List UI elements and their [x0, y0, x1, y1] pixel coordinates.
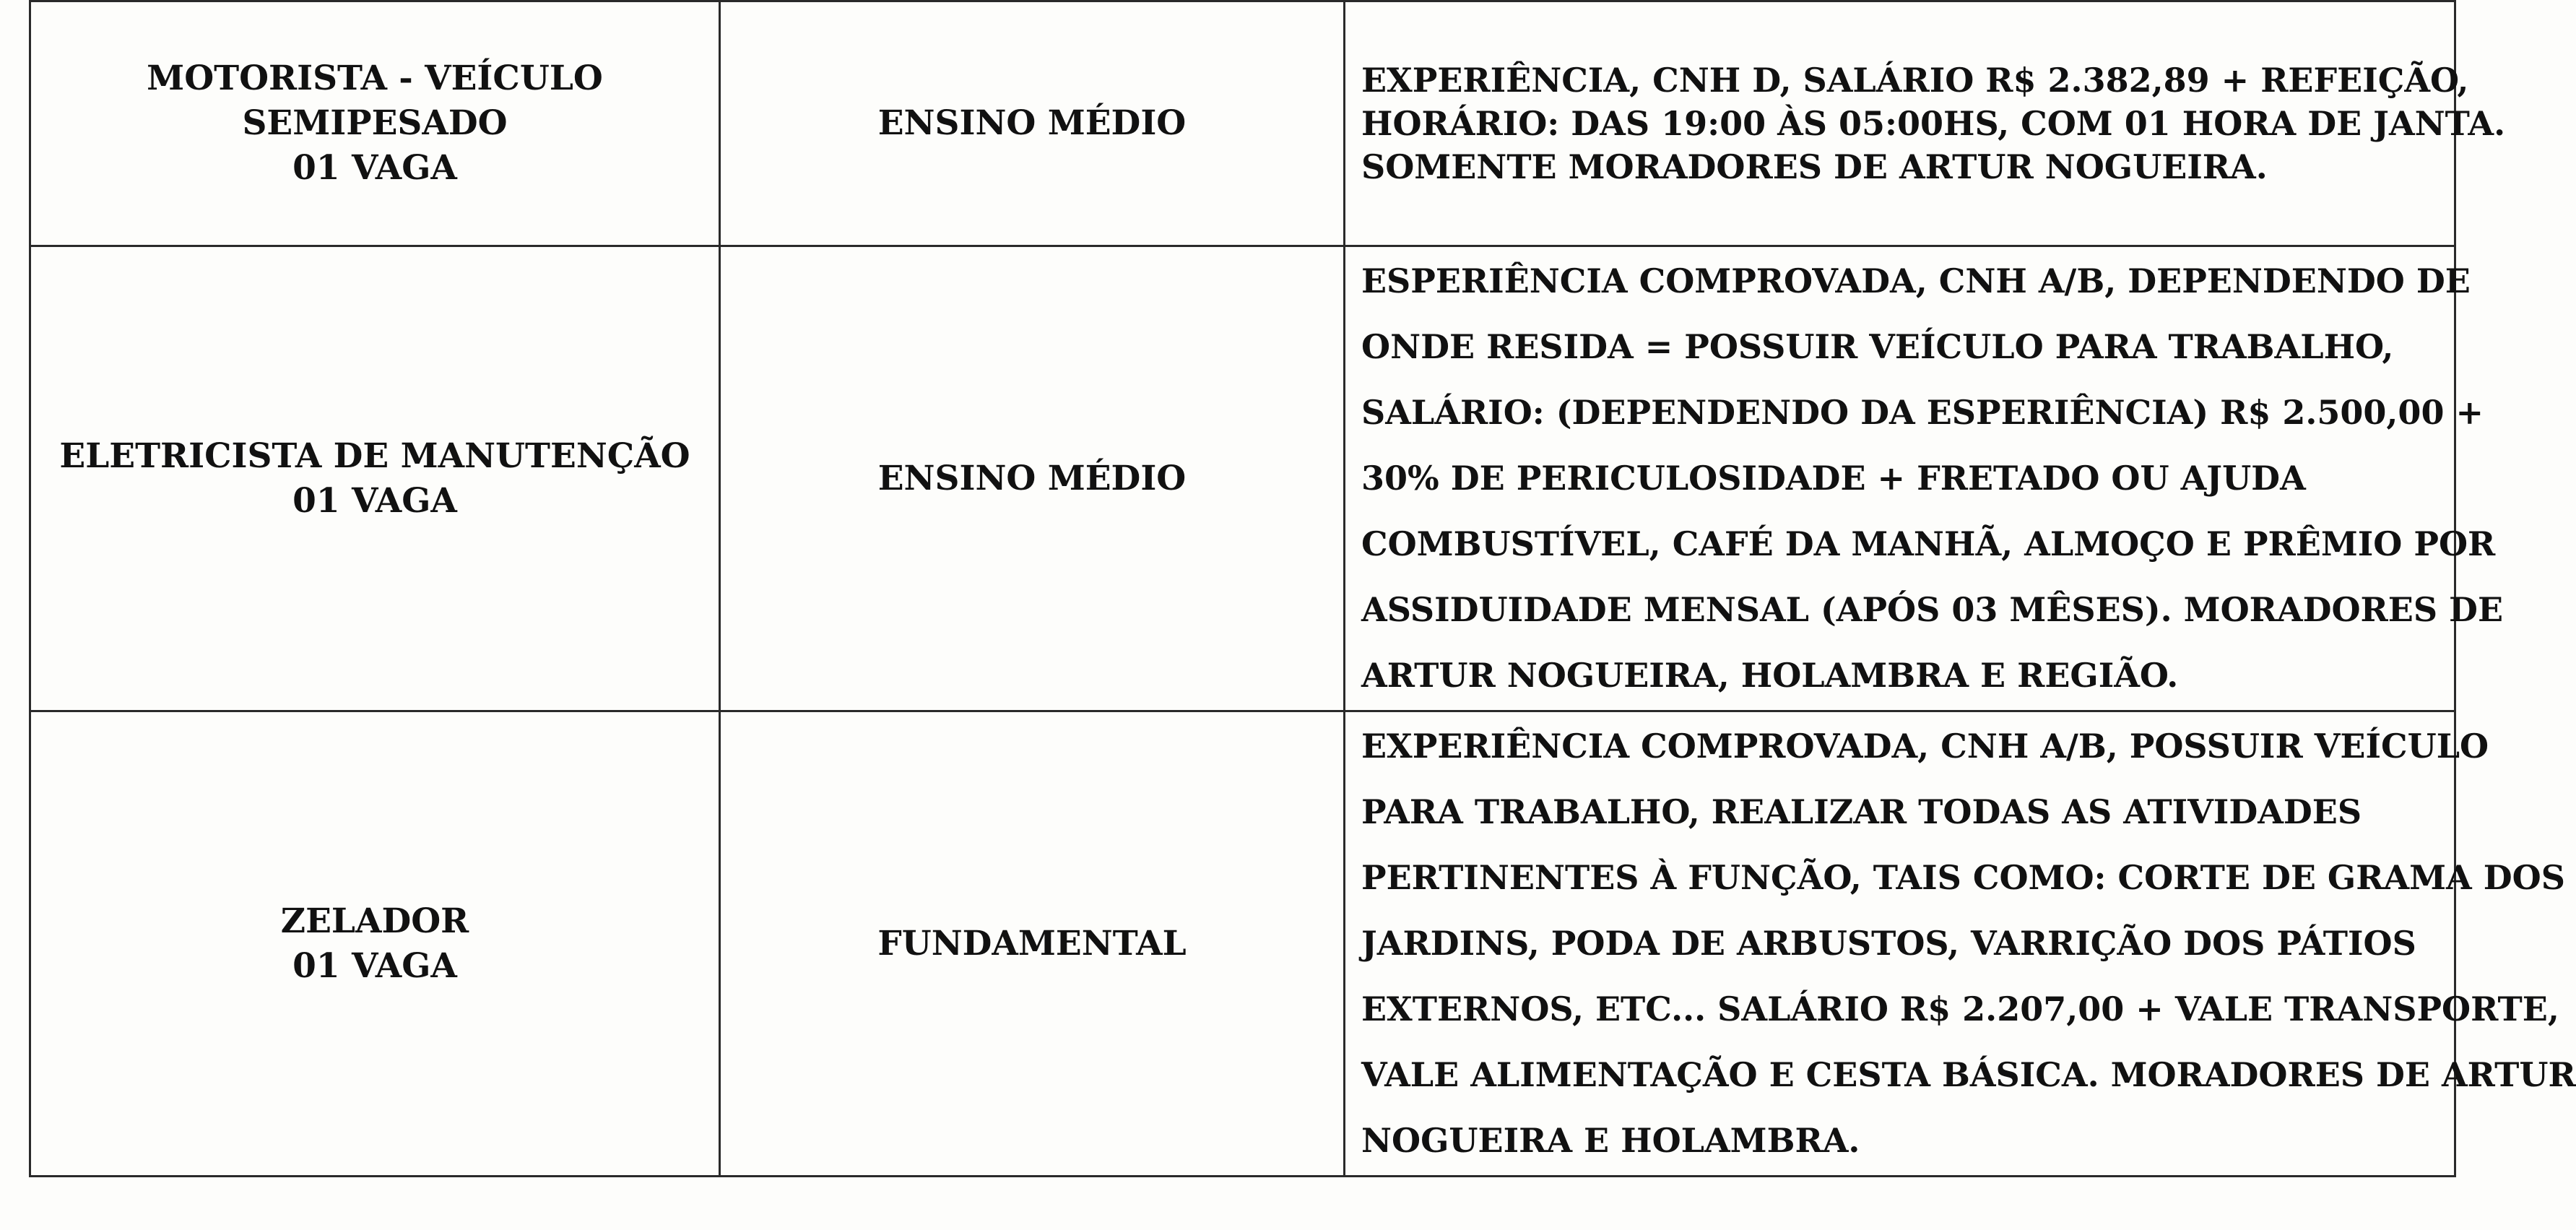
education-level: FUNDAMENTAL [720, 711, 1345, 1177]
job-vacancies-table [29, 0, 2576, 1177]
job-role-cell [30, 1, 720, 246]
education-level: ENSINO MÉDIO [720, 1, 1345, 246]
description-line: PERTINENTES À FUNÇÃO, TAIS COMO: CORTE DE GRAMA DOS [1361, 858, 2565, 897]
description-line: VALE ALIMENTAÇÃO E CESTA BÁSICA. MORADORES DE ARTUR [1361, 1055, 2576, 1094]
job-description [1345, 246, 2504, 711]
description-line: EXPERIÊNCIA, CNH D, SALÁRIO R$ 2.382,89 + REFEIÇÃO, [1361, 61, 2469, 100]
education-level: ENSINO MÉDIO [720, 246, 1345, 711]
description-line: ASSIDUIDADE MENSAL (APÓS 03 MÊSES). MORADORES DE [1361, 590, 2504, 629]
description-line: ARTUR NOGUEIRA, HOLAMBRA E REGIÃO. [1361, 656, 2179, 695]
description-line: HORÁRIO: DAS 19:00 ÀS 05:00HS, COM 01 HORA DE JANTA. [1361, 104, 2506, 143]
job-description [1345, 1, 2506, 246]
job-title: MOTORISTA - VEÍCULO SEMIPESADO [147, 59, 603, 143]
description-line: 30% DE PERICULOSIDADE + FRETADO OU AJUDA [1361, 459, 2306, 498]
vacancy-count: 01 VAGA [292, 148, 457, 188]
description-line: SALÁRIO: (DEPENDENDO DA ESPERIÊNCIA) R$ 2.500,00 + [1361, 393, 2484, 432]
description-line: ESPERIÊNCIA COMPROVADA, CNH A/B, DEPENDENDO DE [1361, 261, 2471, 300]
description-line: SOMENTE MORADORES DE ARTUR NOGUEIRA. [1361, 147, 2268, 186]
job-title: ZELADOR [280, 901, 469, 941]
job-description [1345, 711, 2576, 1177]
description-line: NOGUEIRA E HOLAMBRA. [1361, 1121, 1860, 1160]
description-line: COMBUSTÍVEL, CAFÉ DA MANHÃ, ALMOÇO E PRÊMIO POR [1361, 524, 2496, 563]
description-line: JARDINS, PODA DE ARBUSTOS, VARRIÇÃO DOS PÁTIOS [1361, 924, 2416, 963]
job-role-cell [30, 711, 720, 1177]
vacancy-count: 01 VAGA [292, 945, 457, 986]
job-title: ELETRICISTA DE MANUTENÇÃO [59, 436, 690, 476]
job-role-cell [30, 246, 720, 711]
vacancy-count: 01 VAGA [292, 480, 457, 521]
table-row [30, 1, 2455, 246]
table-row [30, 711, 2455, 1177]
description-line: EXTERNOS, ETC... SALÁRIO R$ 2.207,00 + VALE TRANSPORTE, [1361, 989, 2559, 1028]
table-row [30, 246, 2455, 711]
description-line: PARA TRABALHO, REALIZAR TODAS AS ATIVIDADES [1361, 792, 2362, 831]
description-line: EXPERIÊNCIA COMPROVADA, CNH A/B, POSSUIR VEÍCULO [1361, 727, 2489, 766]
description-line: ONDE RESIDA = POSSUIR VEÍCULO PARA TRABALHO, [1361, 327, 2394, 366]
